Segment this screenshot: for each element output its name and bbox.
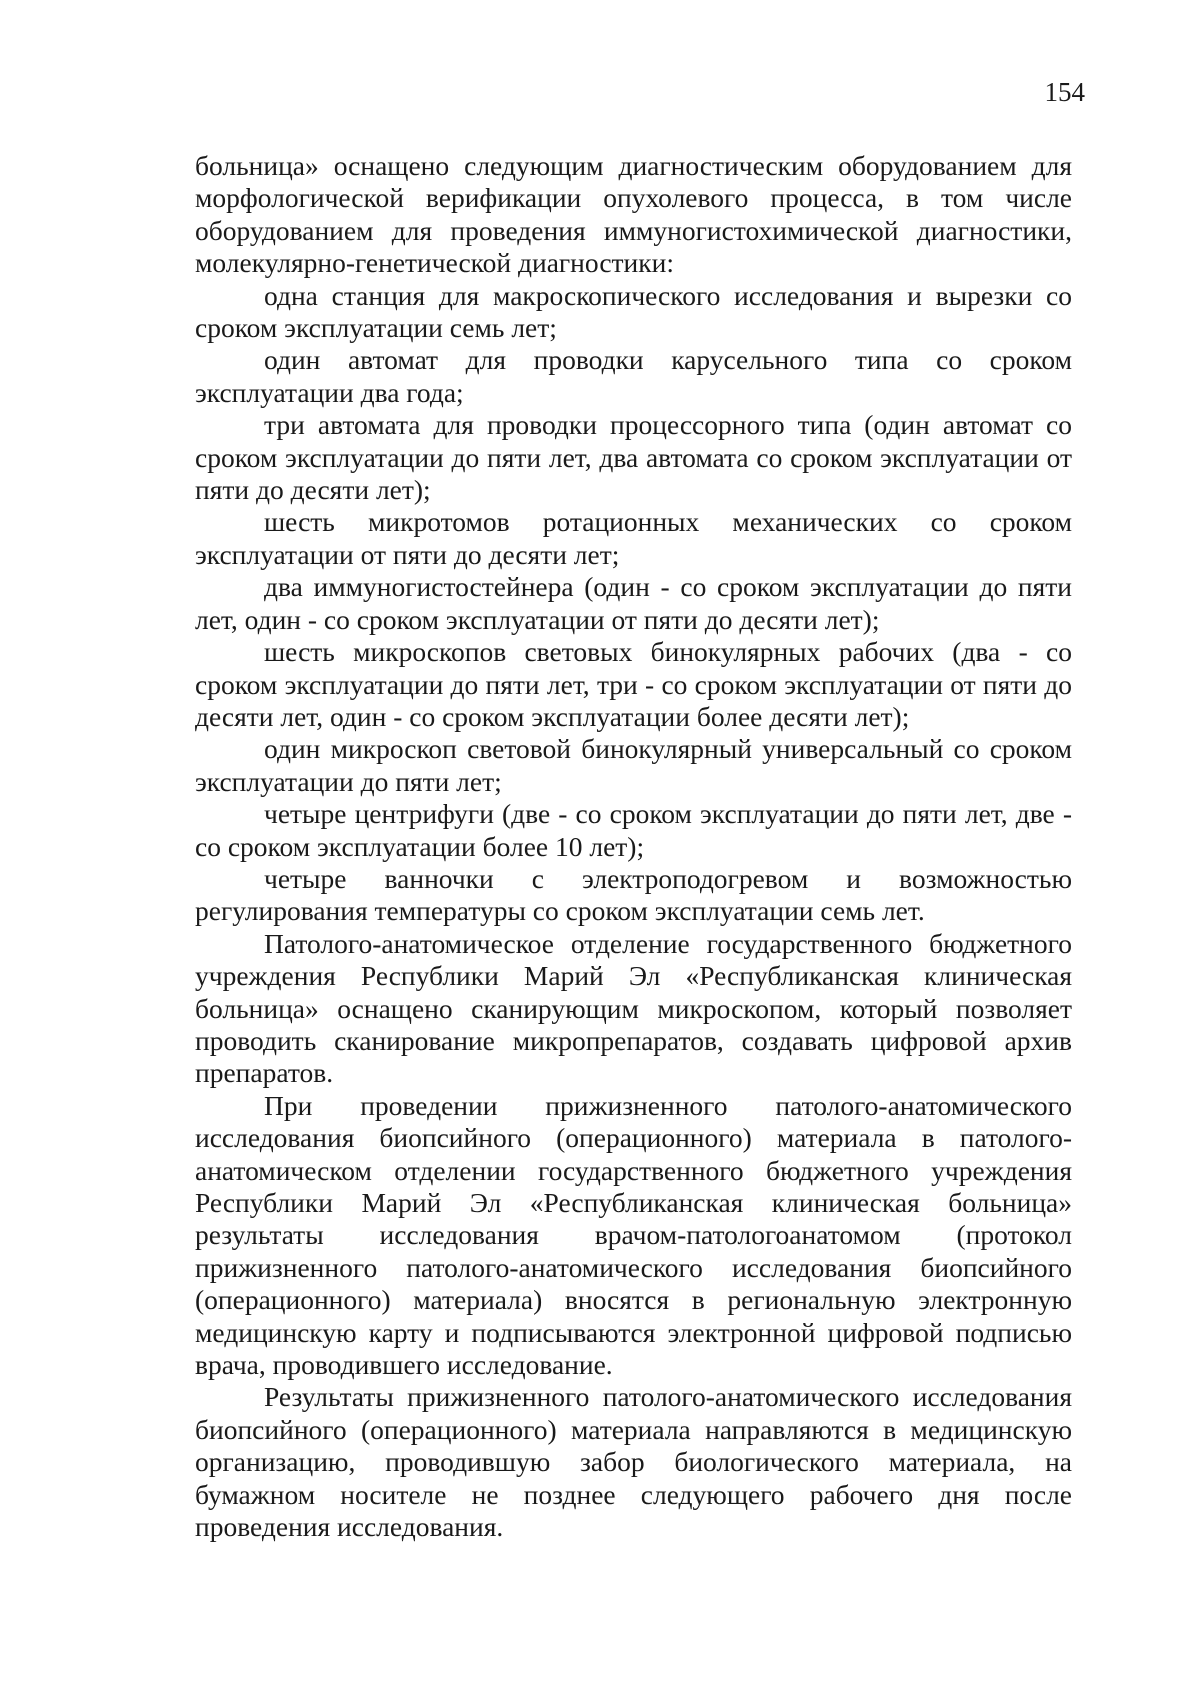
page-number: 154 [1044,77,1085,107]
equipment-item-microtomes: шесть микротомов ротационных механических со сроком эксплуатации от пяти до десяти лет; [195,506,1072,570]
equipment-item-microscopes-working: шесть микроскопов световых бинокулярных рабочих (два - со сроком эксплуатации до пяти лет, три - со сроком эксплуатации от пяти до десяти лет, один - со сроком эксплуатации более десяти лет); [195,636,1072,732]
equipment-item-microscope-universal: один микроскоп световой бинокулярный универсальный со сроком эксплуатации до пяти лет; [195,733,1072,797]
equipment-item-centrifuges: четыре центрифуги (две - со сроком эксплуатации до пяти лет, две - со сроком эксплуатации более 10 лет); [195,798,1072,862]
equipment-item-station: одна станция для макроскопического исследования и вырезки со сроком эксплуатации семь лет; [195,279,1072,344]
paragraph-scanning-microscope: Патолого-анатомическое отделение государственного бюджетного учреждения Республики Марий Эл «Республиканская клиническая больница» оснащено сканирующим микроскопом, который позволяет проводить сканирование микропрепаратов, создавать цифровой архив препаратов. [195,927,1072,1089]
equipment-item-processor-type: три автомата для проводки процессорного типа (один автомат со сроком эксплуатации до пяти лет, два автомата со сроком эксплуатации от пяти до десяти лет); [195,409,1072,506]
equipment-item-carousel-processor: один автомат для проводки карусельного типа со сроком эксплуатации два года; [195,344,1072,408]
equipment-item-immunostainers: два иммуногистостейнера (один - со сроком эксплуатации до пяти лет, один - со сроком эксплуатации от пяти до десяти лет); [195,571,1072,635]
equipment-item-baths: четыре ванночки с электроподогревом и возможностью регулирования температуры со сроком эксплуатации семь лет. [195,862,1072,927]
paragraph-results-recording: При проведении прижизненного патолого-анатомического исследования биопсийного (операционного) материала в патолого-анатомическом отделении государственного бюджетного учреждения Республики Марий Эл «Республиканская клиническая больница» результаты исследования врачом-патологоанатомом (протокол прижизненного патолого-анатомического исследования биопсийного (операционного) материала) вносятся в региональную электронную медицинскую карту и подписываются электронной цифровой подписью врача, проводившего исследование. [195,1089,1072,1381]
paragraph-results-delivery: Результаты прижизненного патолого-анатомического исследования биопсийного (операционного) материала направляются в медицинскую организацию, проводившую забор биологического материала, на бумажном носителе не позднее следующего рабочего дня после проведения исследования. [195,1381,1072,1543]
paragraph-continuation: больница» оснащено следующим диагностическим оборудованием для морфологической верификации опухолевого процесса, в том числе оборудованием для проведения иммуногистохимической диагностики, молекулярно-генетической диагностики: [195,150,1072,279]
document-body [195,150,1072,1543]
